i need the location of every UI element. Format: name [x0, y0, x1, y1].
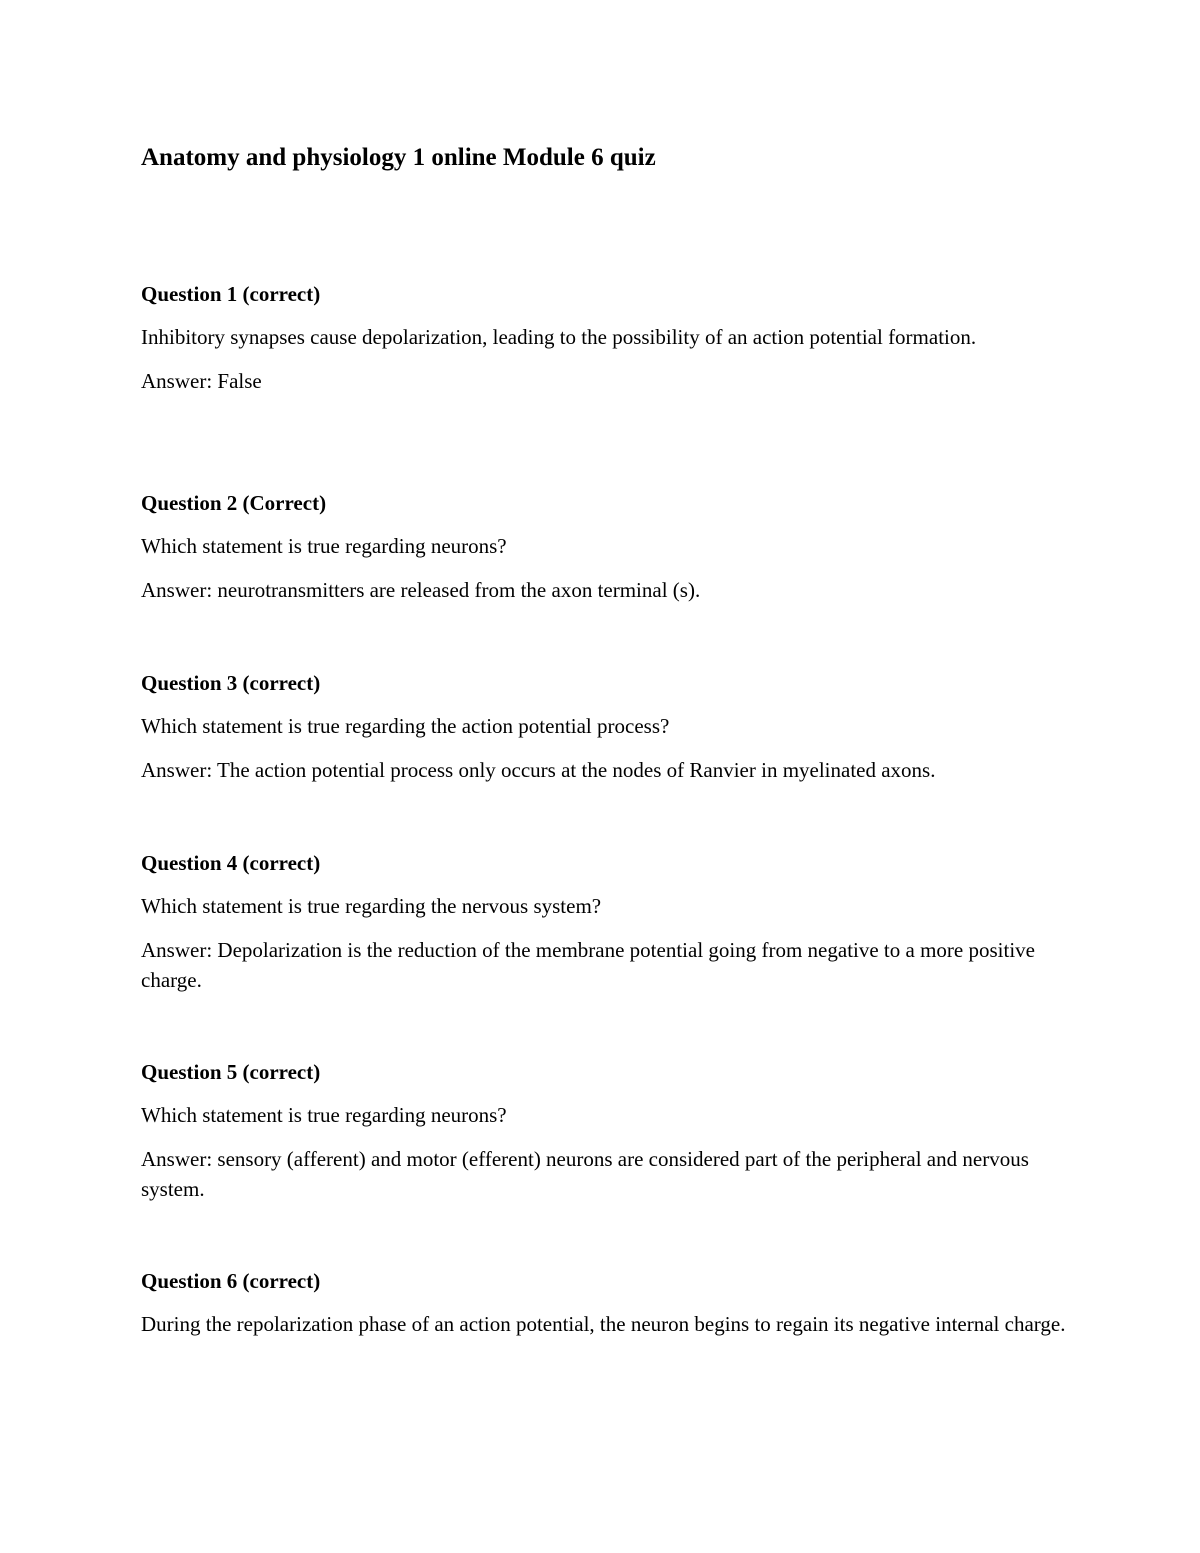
question-heading: Question 3 (correct) [141, 671, 321, 695]
question-answer: Answer: The action potential process only occurs at the nodes of Ranvier in myelinated axons. [141, 758, 936, 782]
question-heading: Question 4 (correct) [141, 851, 321, 875]
question-text: Which statement is true regarding neurons? [141, 534, 507, 558]
question-block-3 [141, 669, 1071, 785]
question-text: Inhibitory synapses cause depolarization, leading to the possibility of an action potential formation. [141, 325, 977, 349]
question-text: Which statement is true regarding the action potential process? [141, 714, 670, 738]
question-answer: Answer: Depolarization is the reduction of the membrane potential going from negative to a more positive charge. [141, 938, 1035, 992]
question-heading: Question 6 (correct) [141, 1269, 321, 1293]
document-title: Anatomy and physiology 1 online Module 6 quiz [141, 144, 656, 171]
question-answer: Answer: sensory (afferent) and motor (efferent) neurons are considered part of the peripheral and nervous system. [141, 1147, 1029, 1201]
question-block-4 [141, 849, 1071, 995]
question-block-1 [141, 280, 1071, 396]
question-block-2 [141, 489, 1071, 605]
question-answer: Answer: neurotransmitters are released from the axon terminal (s). [141, 578, 701, 602]
question-heading: Question 5 (correct) [141, 1060, 321, 1084]
question-heading: Question 2 (Correct) [141, 491, 327, 515]
question-heading: Question 1 (correct) [141, 282, 321, 306]
question-text: Which statement is true regarding neurons? [141, 1103, 507, 1127]
question-text: During the repolarization phase of an action potential, the neuron begins to regain its negative internal charge. [141, 1312, 1066, 1336]
question-block-6 [141, 1267, 1071, 1339]
question-text: Which statement is true regarding the nervous system? [141, 894, 602, 918]
question-answer: Answer: False [141, 369, 262, 393]
question-block-5 [141, 1058, 1071, 1204]
